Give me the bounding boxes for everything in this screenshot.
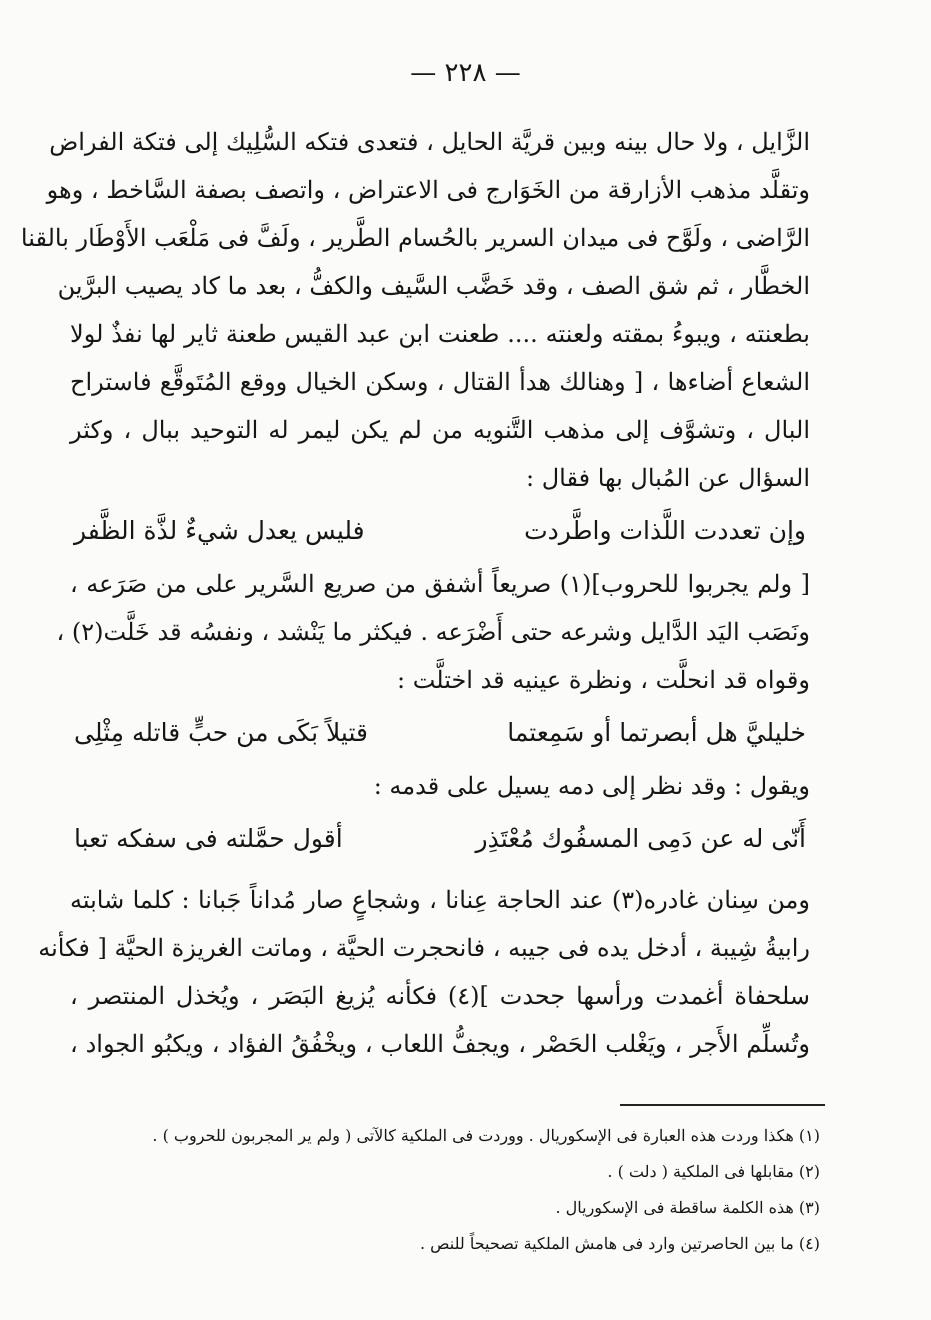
verse-hemistich-first: خليليَّ هل أبصرتما أو سَمِعتما	[507, 718, 806, 747]
text-line: الشعاع أضاءها ، [ وهنالك هدأ القتال ، وسكن الخيال ووقع المُتَوقَّع فاستراح	[70, 368, 810, 396]
text-line: بطعنته ، ويبوءُ بمقته ولعنته .... طعنت ابن عبد القيس طعنة ثاير لها نفذٌ لولا	[70, 320, 810, 348]
footnotes	[152, 1118, 820, 1262]
text-line: البال ، وتشوَّف إلى مذهب التَّنويه من لم يكن ليمر له التوحيد ببال ، وكثر	[70, 416, 810, 444]
text-line: ونَصَب اليَد الدَّايل وشرعه حتى أَضْرَعه . فيكثر ما يَنْشد ، ونفسُه قد خَلَّت(٢) ،	[56, 618, 810, 646]
text-line: رابيةُ شِيبة ، أدخل يده فى جيبه ، فانحجرت الحيَّة ، وماتت الغريزة الحيَّة [ فكأنه	[38, 934, 810, 962]
verse-line	[70, 810, 810, 868]
verse-hemistich-first: وإن تعددت اللَّذات واطَّردت	[524, 516, 806, 545]
verse-hemistich-second: أقول حمَّلته فى سفكه تعبا	[74, 824, 343, 853]
footnote-divider	[620, 1104, 825, 1106]
page-number: — ٢٢٨ —	[410, 58, 521, 88]
text-line: ومن سِنان غادره(٣) عند الحاجة عِنانا ، وشجاعٍ صار مُداناً جَبانا : كلما شابته	[70, 886, 810, 914]
text-line: الخطَّار ، ثم شق الصف ، وقد خَضَّب السَّيف والكفُّ ، بعد ما كاد يصيب البرَّين	[57, 272, 810, 300]
text-line: وقواه قد انحلَّت ، ونظرة عينيه قد اختلَّت :	[396, 666, 810, 694]
verse-line	[70, 704, 810, 762]
verse-line	[70, 502, 810, 560]
text-line: [ ولم يجربوا للحروب](١) صريعاً أشفق من صريع السَّرير على من صَرَعه ،	[70, 570, 810, 598]
footnote: (٤) ما بين الحاصرتين وارد فى هامش الملكية تصحيحاً للنص .	[419, 1234, 820, 1253]
main-text	[20, 118, 811, 1068]
text-line: وتُسلِّم الأَجر ، ويَغْلب الحَصْر ، ويجفُّ اللعاب ، ويخْفُقُ الفؤاد ، ويكبُو الجواد ،	[70, 1030, 810, 1058]
verse-hemistich-second: قتيلاً بَكَى من حبٍّ قاتله مِثْلِى	[74, 718, 368, 747]
footnote: (١) هكذا وردت هذه العبارة فى الإسكوريال . ووردت فى الملكية كالآتى ( ولم ير المجربون للحروب ) .	[152, 1126, 820, 1145]
text-line: الزَّايل ، ولا حال بينه وبين قريَّة الحايل ، فتعدى فتكه السُّلِيك إلى فتكة الفراض	[49, 128, 810, 156]
verse-hemistich-first: أَنّى له عن دَمِى المسفُوك مُعْتَذِر	[475, 824, 806, 853]
footnote: (٢) مقابلها فى الملكية ( دلت ) .	[607, 1162, 820, 1181]
verse-hemistich-second: فليس يعدل شيءٌ لذَّة الظَّفر	[74, 516, 365, 545]
footnote: (٣) هذه الكلمة ساقطة فى الإسكوريال .	[555, 1198, 820, 1217]
text-line: وتقلَّد مذهب الأزارقة من الخَوَارج فى الاعتراض ، واتصف بصفة السَّاخط ، وهو	[46, 176, 810, 204]
text-line: الرَّاضى ، ولَوَّح فى ميدان السرير بالحُسام الطَّرير ، ولَفَّ فى مَلْعَب الأَوْطَار بالقنا	[20, 224, 810, 252]
text-line: ويقول : وقد نظر إلى دمه يسيل على قدمه :	[373, 772, 810, 800]
text-line: سلحفاة أغمدت ورأسها جحدت ](٤) فكأنه يُزيغ البَصَر ، ويُخذل المنتصر ،	[70, 982, 811, 1010]
text-line: السؤال عن المُبال بها فقال :	[526, 464, 810, 492]
